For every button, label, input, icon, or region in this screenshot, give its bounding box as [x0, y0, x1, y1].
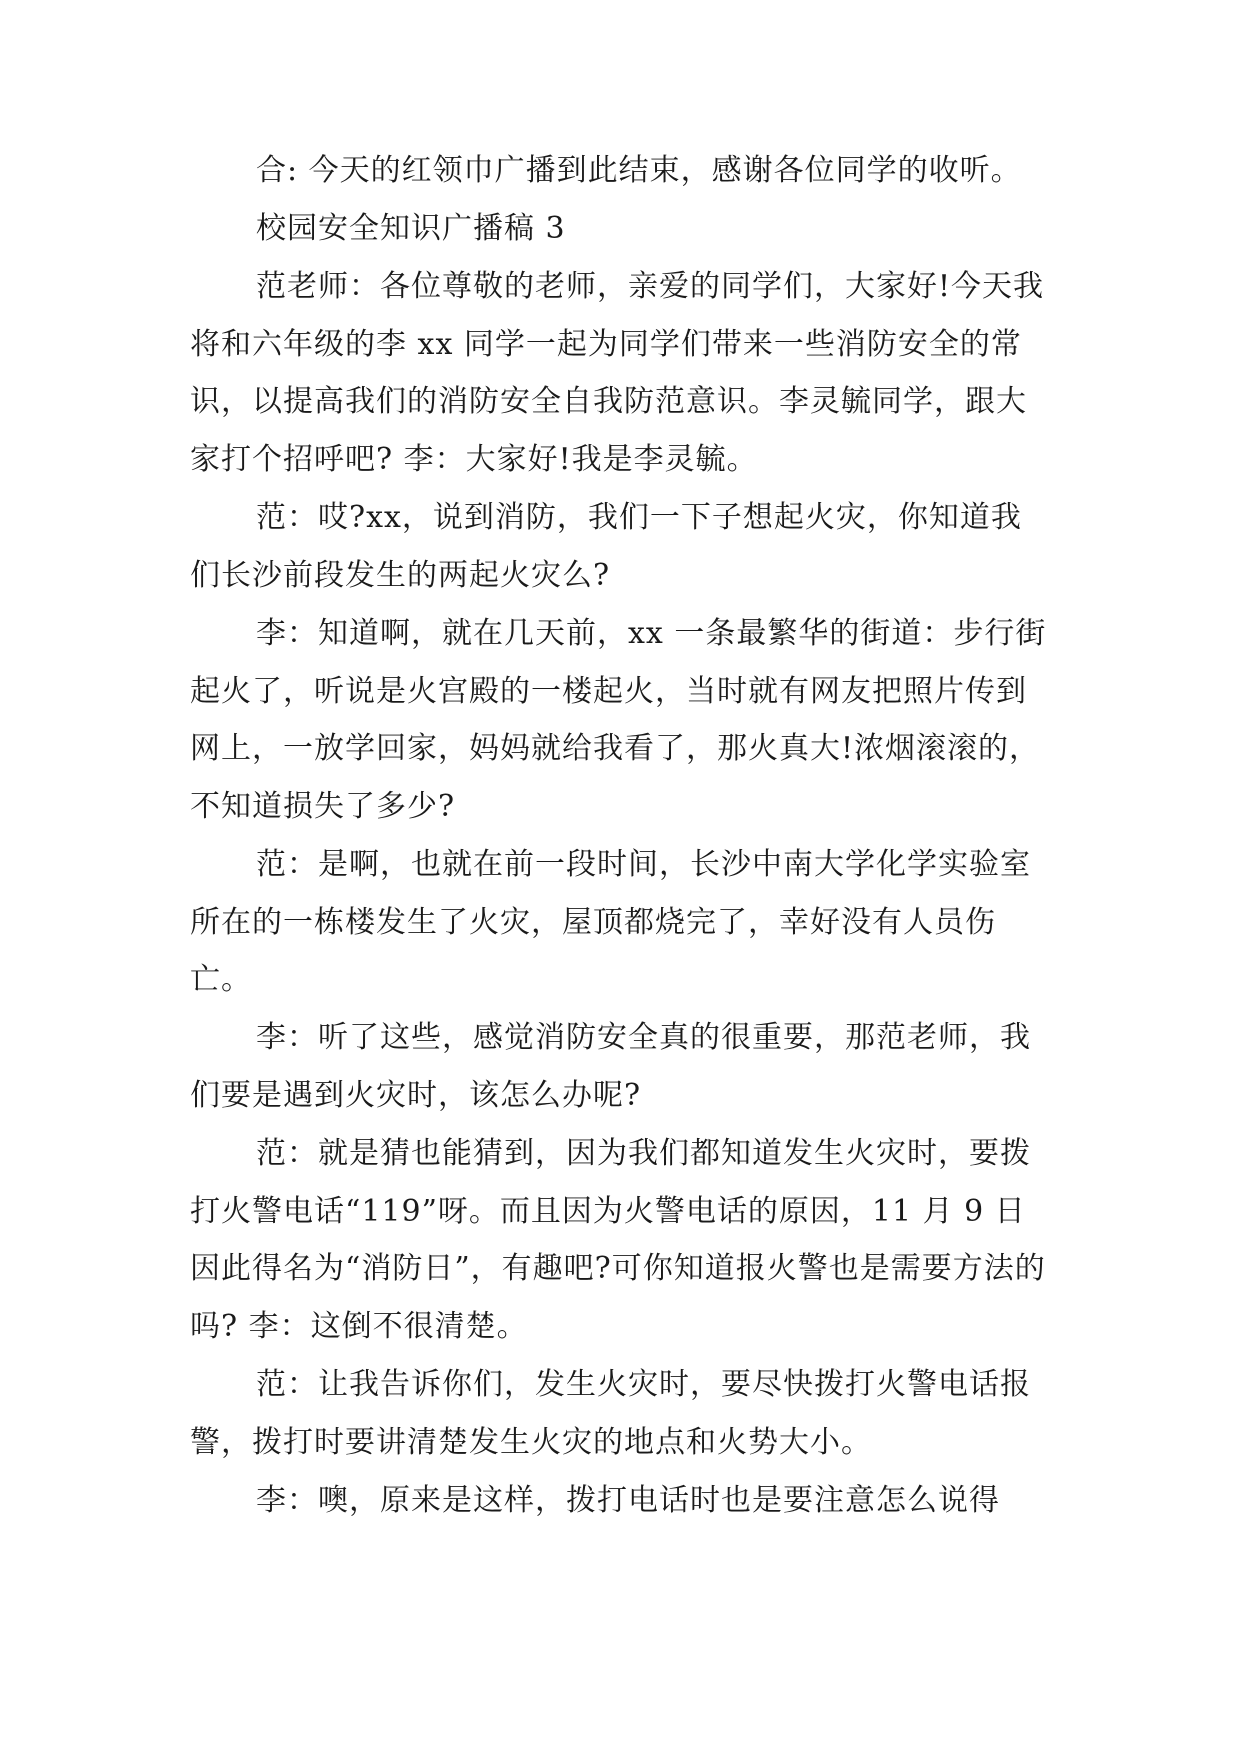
paragraph: 范：就是猜也能猜到，因为我们都知道发生火灾时，要拨打火警电话“119”呀。而且因为火警电话的原因，11 月 9 日因此得名为“消防日”，有趣吧?可你知道报火警也是需要方法的吗? 李：这倒不很清楚。	[190, 1136, 1046, 1345]
section-title: 校园安全知识广播稿 3	[256, 211, 566, 246]
paragraph: 范：哎?xx，说到消防，我们一下子想起火灾，你知道我们长沙前段发生的两起火灾么?	[190, 500, 1022, 593]
paragraph: 李：知道啊，就在几天前，xx 一条最繁华的街道：步行街起火了，听说是火宫殿的一楼起火，当时就有网友把照片传到网上，一放学回家，妈妈就给我看了，那火真大!浓烟滚滚的，不知道损失了多少?	[190, 616, 1047, 825]
paragraph: 范老师：各位尊敬的老师，亲爱的同学们，大家好!今天我将和六年级的李 xx 同学一起为同学们带来一些消防安全的常识，以提高我们的消防安全自我防范意识。李灵毓同学，跟大家打个招呼吧? 李：大家好!我是李灵毓。	[190, 269, 1045, 478]
paragraph: 范：是啊，也就在前一段时间，长沙中南大学化学实验室所在的一栋楼发生了火灾，屋顶都烧完了，幸好没有人员伤亡。	[190, 847, 1031, 998]
paragraph: 李：噢，原来是这样，拨打电话时也是要注意怎么说得	[256, 1483, 1000, 1518]
paragraph: 范：让我告诉你们，发生火灾时，要尽快拨打火警电话报警，拨打时要讲清楚发生火灾的地点和火势大小。	[190, 1367, 1031, 1460]
paragraph: 李：听了这些，感觉消防安全真的很重要，那范老师，我们要是遇到火灾时，该怎么办呢?	[190, 1020, 1031, 1113]
closing-line: 合: 今天的红领巾广播到此结束，感谢各位同学的收听。	[256, 153, 1022, 188]
